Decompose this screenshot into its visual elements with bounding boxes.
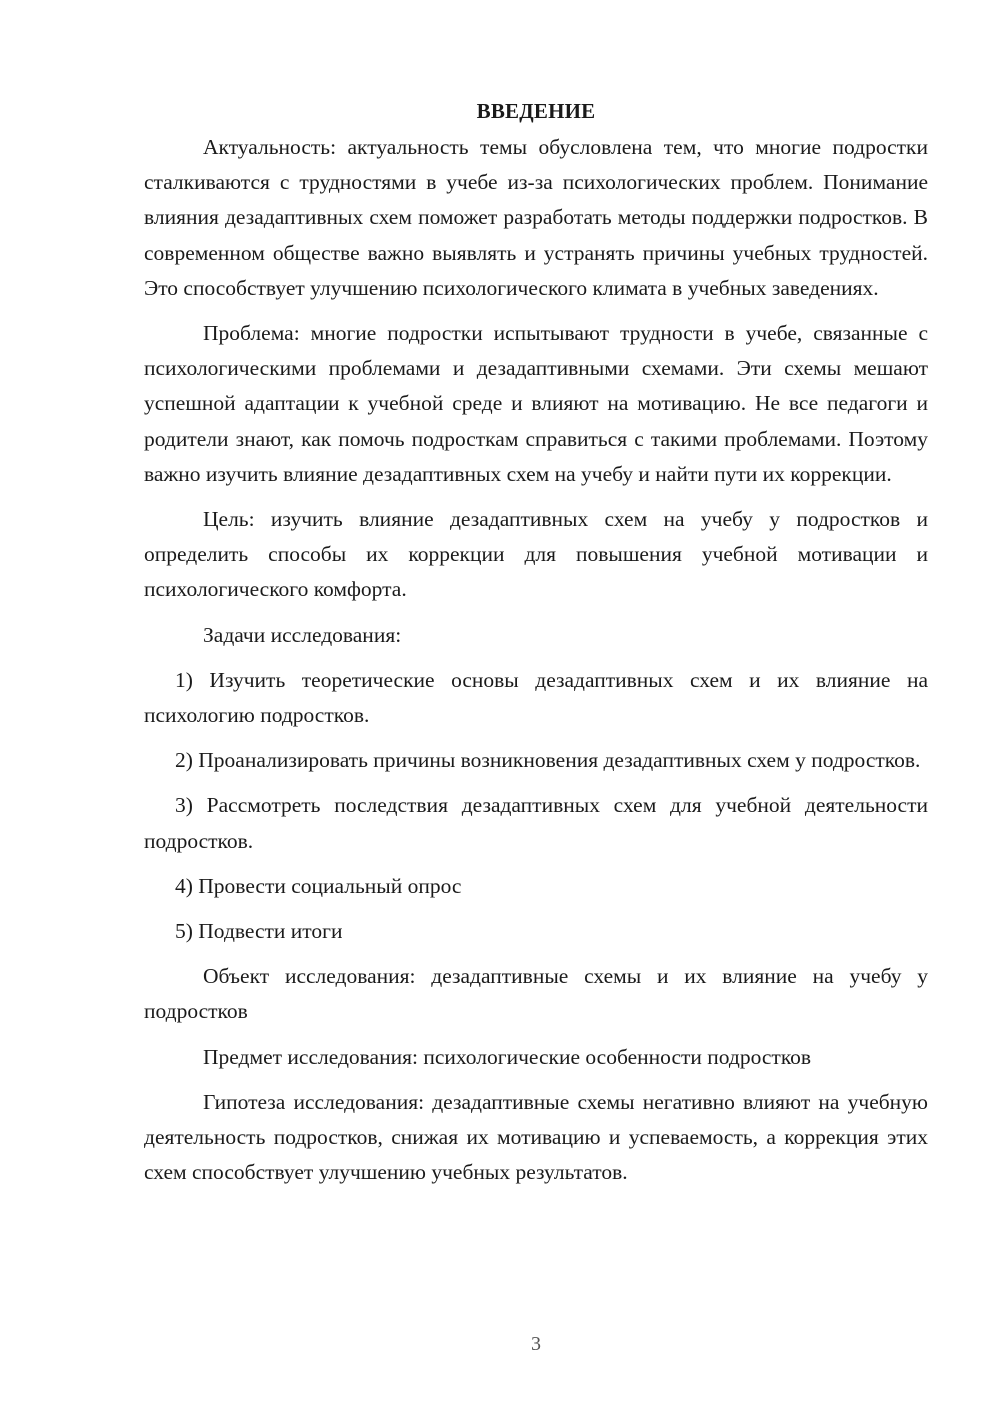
hypothesis-paragraph: Гипотеза исследования: дезадаптивные схемы негативно влияют на учебную деятельность подростков, снижая их мотивацию и успеваемость, а коррекция этих схем способствует улучшению учебных результатов.	[144, 1089, 928, 1185]
task-item-3: 3) Рассмотреть последствия дезадаптивных схем для учебной деятельности подростков.	[144, 793, 928, 853]
tasks-heading: Задачи исследования:	[203, 622, 402, 647]
task-item-5: 5) Подвести итоги	[175, 919, 343, 944]
problem-paragraph: Проблема: многие подростки испытывают трудности в учебе, связанные с психологическими проблемами и дезадаптивными схемами. Эти схемы мешают успешной адаптации к учебной среде и влияют на мотивацию. Не все педагоги и родители знают, как помочь подросткам справиться с такими проблемами. Поэтому важно изучить влияние дезадаптивных схем на учебу и найти пути их коррекции.	[144, 321, 928, 486]
document-page	[144, 94, 928, 1200]
task-item-1: 1) Изучить теоретические основы дезадаптивных схем и их влияние на психологию подростков.	[144, 667, 928, 728]
subject-paragraph: Предмет исследования: психологические особенности подростков	[203, 1044, 812, 1069]
section-title: ВВЕДЕНИЕ	[476, 99, 596, 123]
relevance-paragraph: Актуальность: актуальность темы обусловлена тем, что многие подростки сталкиваются с трудностями в учебе из-за психологических проблем. Понимание влияния дезадаптивных схем поможет разработать методы поддержки подростков. В современном обществе важно выявлять и устранять причины учебных трудностей. Это способствует улучшению психологического климата в учебных заведениях.	[144, 135, 928, 300]
task-item-4: 4) Провести социальный опрос	[175, 873, 462, 898]
object-paragraph: Объект исследования: дезадаптивные схемы и их влияние на учебу у подростков	[144, 964, 928, 1024]
page-number: 3	[531, 1333, 541, 1355]
goal-paragraph: Цель: изучить влияние дезадаптивных схем на учебу у подростков и определить способы их коррекции для повышения учебной мотивации и психологического комфорта.	[144, 507, 928, 602]
task-item-2: 2) Проанализировать причины возникновения дезадаптивных схем у подростков.	[175, 748, 921, 773]
